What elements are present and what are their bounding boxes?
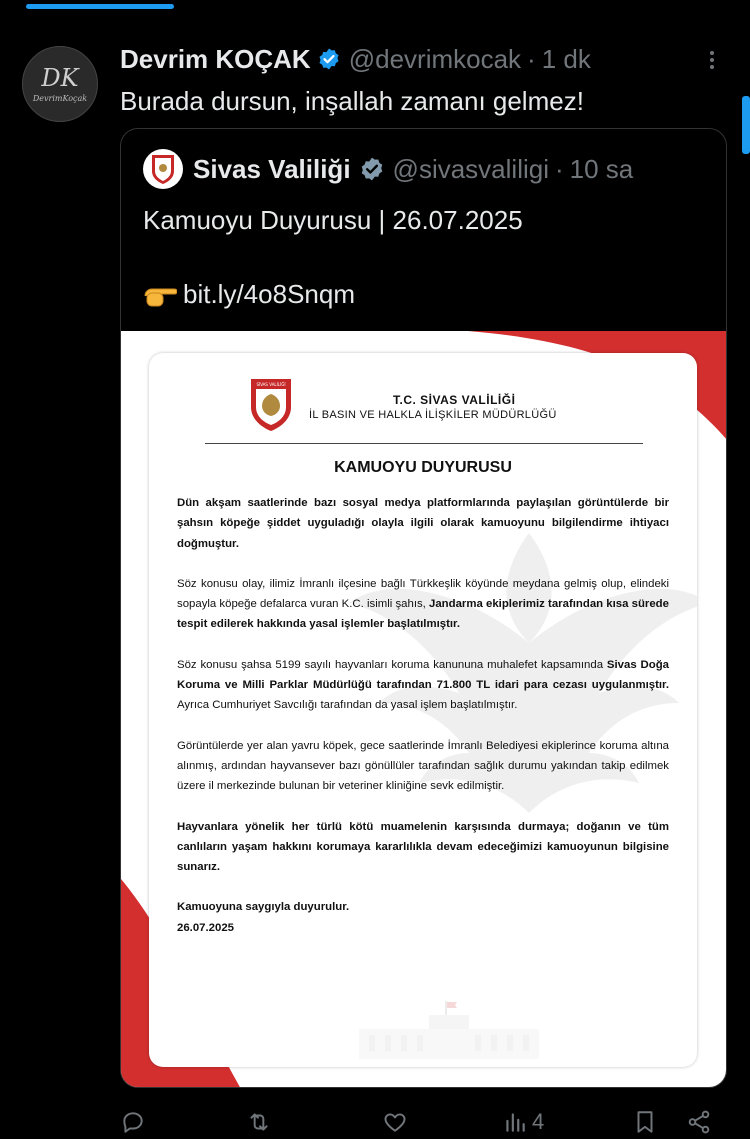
- reply-button[interactable]: [120, 1104, 146, 1139]
- heart-icon: [382, 1109, 408, 1135]
- avatar-script: DevrimKoçak: [32, 93, 88, 103]
- author-name[interactable]: Devrim KOÇAK: [120, 43, 311, 74]
- document-paragraph-4: Görüntülerde yer alan yavru köpek, gece saatlerinde İmranlı Belediyesi ekiplerince koruma altına alınmış, ardından hayvansever bazı gönüllüler tarafından sağlık durumu yakından takip edilmek üzere il merkezinde bulunan bir veteriner kliniğine sevk edilmiştir.: [177, 739, 669, 793]
- avatar-monogram: DK: [41, 63, 79, 92]
- sivas-logo-icon: [150, 153, 176, 185]
- post-header: [120, 42, 591, 76]
- post-time[interactable]: 1 dk: [541, 43, 591, 74]
- document-date: 26.07.2025: [177, 921, 235, 934]
- paragraph-2-bold: Jandarma ekiplerimiz tarafından kısa sürede tespit edilerek hakkında yasal işlemler başlatılmıştır.: [177, 598, 669, 631]
- separator-dot: ·: [527, 43, 536, 74]
- verified-badge-gray-icon: [359, 156, 385, 182]
- document-paragraph-1: Dün akşam saatlerinde bazı sosyal medya platformlarında paylaşılan görüntülerde bir şahsın köpeğe şiddet uyguladığı olayla ilgili olarak kamuoyunu bilgilendirme ihtiyacı doğmuştur.: [177, 497, 669, 550]
- document-org-line2: İL BASIN VE HALKLA İLİŞKİLER MÜDÜRLÜĞÜ: [309, 409, 557, 421]
- scrollbar-thumb[interactable]: [742, 96, 750, 154]
- like-button[interactable]: [382, 1104, 408, 1139]
- quoted-post-time[interactable]: 10 sa: [569, 153, 634, 184]
- paragraph-2-text: Söz konusu olay, ilimiz İmranlı ilçesine bağlı Türkkeşlik köyünde meydana gelmiş olup, elindeki sopayla köpeğe defalarca vuran K.C. isimli şahıs,: [177, 577, 669, 611]
- quoted-post-text: Kamuoyu Duyurusu | 26.07.2025: [143, 205, 523, 235]
- paragraph-3-text-end: Ayrıca Cumhuriyet Savcılığı tarafından da yasal işlem başlatılmıştır.: [177, 699, 518, 712]
- quoted-post-header: [143, 151, 633, 187]
- more-options-icon[interactable]: [700, 48, 724, 72]
- quoted-link[interactable]: bit.ly/4o8Snqm: [183, 279, 355, 309]
- document-title: KAMUOYU DUYURUSU: [334, 459, 512, 476]
- quoted-avatar[interactable]: [143, 149, 183, 189]
- repost-button[interactable]: [246, 1104, 272, 1139]
- document-org-line1: T.C. SİVAS VALİLİĞİ: [393, 393, 516, 407]
- views-chart-icon: [502, 1109, 528, 1135]
- government-building-watermark-icon: [349, 1001, 549, 1059]
- share-button[interactable]: [686, 1104, 712, 1139]
- quoted-author-name[interactable]: Sivas Valiliği: [193, 153, 351, 184]
- verified-badge-icon: [317, 47, 341, 71]
- share-icon: [686, 1109, 712, 1135]
- pointing-hand-icon: [143, 282, 177, 308]
- quoted-post-card[interactable]: [120, 128, 727, 1088]
- sivas-valiligi-logo-icon: [249, 377, 293, 433]
- announcement-image[interactable]: [121, 331, 727, 1088]
- views-count: 4: [532, 1109, 545, 1134]
- reply-icon: [120, 1109, 146, 1135]
- quoted-separator-dot: ·: [554, 153, 564, 184]
- paragraph-3-bold: Sivas Doğa Koruma ve Milli Parklar Müdürlüğü tarafından 71.800 TL idari para cezası uygulanmıştır.: [177, 658, 669, 692]
- quoted-post-link-line: [143, 279, 355, 310]
- post-text: Burada dursun, inşallah zamanı gelmez!: [120, 86, 584, 116]
- document-paragraph-3: [177, 655, 669, 716]
- post-action-bar: [110, 1104, 730, 1139]
- document-paragraph-5: Hayvanlara yönelik her türlü kötü muamelenin karşısında durmaya; doğanın ve tüm canlıların yaşam hakkını korumaya kararlılıkla devam edeceğimizi kamuoyunun bilgisine sunarız.: [177, 820, 669, 874]
- document-divider: [205, 443, 643, 444]
- loading-progress-bar: [26, 4, 174, 9]
- views-button[interactable]: [502, 1104, 544, 1139]
- document-closing: Kamuoyuna saygıyla duyurulur.: [177, 901, 350, 914]
- logo-lettering: SİVAS VALİLİĞİ: [256, 382, 286, 387]
- bookmark-button[interactable]: [632, 1104, 658, 1139]
- author-handle[interactable]: @devrimkocak: [348, 43, 522, 74]
- document-body: [177, 493, 669, 938]
- announcement-document: [149, 353, 697, 1067]
- paragraph-3-text: Söz konusu şahsa 5199 sayılı hayvanları koruma kanununa muhalefet kapsamında: [177, 658, 607, 671]
- document-paragraph-2: [177, 574, 669, 635]
- quoted-author-handle[interactable]: @sivasvaliligi: [392, 153, 549, 184]
- avatar[interactable]: [22, 46, 98, 122]
- loading-progress-track: [0, 0, 750, 14]
- repost-icon: [246, 1109, 272, 1135]
- bookmark-icon: [632, 1109, 658, 1135]
